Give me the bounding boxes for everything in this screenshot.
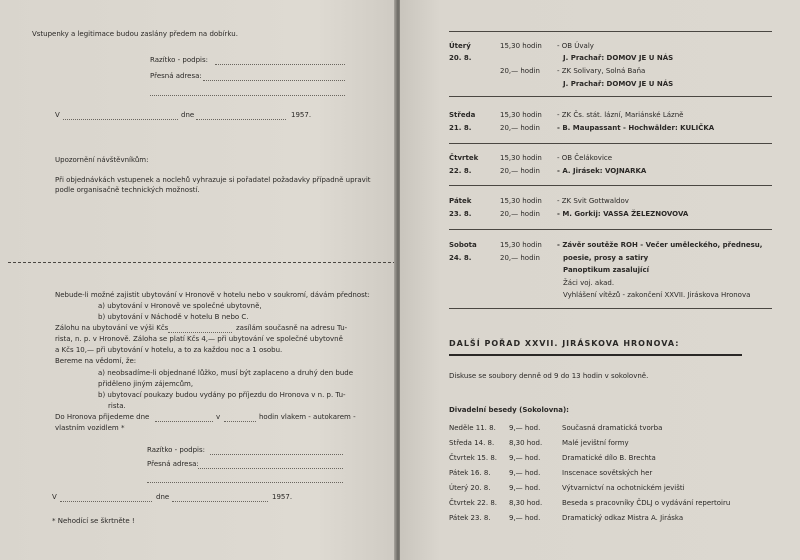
- address-line: [203, 80, 345, 81]
- beseda-day: Pátek 23. 8.: [449, 514, 491, 522]
- form-line: rista, n. p. v Hronově. Záloha se platí Kčs 4,— při ubytování ve společné ubytovně: [55, 335, 343, 343]
- beseda-time: 9,— hod.: [509, 514, 541, 522]
- date-year: 1957.: [272, 493, 293, 501]
- separator: [449, 143, 772, 144]
- separator: [449, 308, 772, 309]
- time: 20,— hodin: [500, 167, 540, 175]
- day-name: Pátek: [449, 197, 472, 205]
- date-v: V: [55, 111, 60, 119]
- day-name: Sobota: [449, 241, 477, 249]
- beseda-topic: Výtvarnictví na ochotnickém jevišti: [562, 484, 685, 492]
- stamp-label: Razítko - podpis:: [150, 56, 208, 64]
- day-date: 22. 8.: [449, 167, 472, 175]
- beseda-topic: Malé jevištní formy: [562, 439, 629, 447]
- performance: - ZK Svit Gottwaldov: [557, 197, 629, 205]
- further-program-title: DALŠÍ POŘAD XXVII. JIRÁSKOVA HRONOVA:: [449, 339, 680, 348]
- time: 15,30 hodin: [500, 42, 542, 50]
- notice-line: Při objednávkách vstupenek a noclehů vyhrazuje si pořadatel požadavky případně upravit: [55, 176, 371, 184]
- beseda-time: 9,— hod.: [509, 424, 541, 432]
- performance: - ZK Čs. stát. lázní, Mariánské Lázně: [557, 111, 684, 119]
- performance: - OB Čelákovice: [557, 154, 613, 162]
- date-line: [196, 119, 286, 120]
- date-dne: dne: [156, 493, 170, 501]
- time: 15,30 hodin: [500, 197, 542, 205]
- day-name: Úterý: [449, 42, 471, 50]
- cut-line: [8, 262, 396, 263]
- beseda-topic: Současná dramatická tvorba: [562, 424, 663, 432]
- performance: - ZK Solivary, Solná Baňa: [557, 67, 646, 75]
- beseda-time: 9,— hod.: [509, 469, 541, 477]
- time: 20,— hodin: [500, 124, 540, 132]
- date-year: 1957.: [291, 111, 312, 119]
- beseda-topic: Dramatický odkaz Mistra A. Jiráska: [562, 514, 684, 522]
- right-page: [400, 0, 800, 560]
- address-label: Přesná adresa:: [150, 72, 202, 80]
- performance: - OB Úvaly: [557, 42, 594, 50]
- beseda-day: Neděle 11. 8.: [449, 424, 496, 432]
- day-date: 24. 8.: [449, 254, 472, 262]
- intro-text: Vstupenky a legitimace budou zaslány předem na dobírku.: [32, 30, 238, 38]
- day-date: 21. 8.: [449, 124, 472, 132]
- beseda-day: Čtvrtek 22. 8.: [449, 499, 498, 507]
- time: 20,— hodin: [500, 210, 540, 218]
- form-line: Zálohu na ubytování ve výši Kčs: [55, 324, 169, 332]
- form-line: Nebude-li možné zajistit ubytování v Hronově v hotelu nebo v soukromí, dávám přednost:: [55, 291, 370, 299]
- beseda-time: 9,— hod.: [509, 454, 541, 462]
- date-place-line: [63, 119, 178, 120]
- performance: - Závěr soutěže ROH - Večer uměleckého, přednesu,: [557, 241, 763, 249]
- time: 15,30 hodin: [500, 154, 542, 162]
- stamp-line: [210, 454, 343, 455]
- time: 15,30 hodin: [500, 111, 542, 119]
- discussion-text: Diskuse se soubory denně od 9 do 13 hodin v sokolovně.: [449, 372, 649, 380]
- separator: [449, 31, 772, 32]
- beseda-time: 8,30 hod.: [509, 439, 543, 447]
- time: 20,— hodin: [500, 254, 540, 262]
- form-line: a Kčs 10,— při ubytování v hotelu, a to za každou noc a 1 osobu.: [55, 346, 283, 354]
- date-place-line: [60, 501, 152, 502]
- beseda-day: Pátek 16. 8.: [449, 469, 491, 477]
- form-line: hodin vlakem - autokarem -: [259, 413, 356, 421]
- title-rule: [449, 354, 742, 356]
- time: 15,30 hodin: [500, 241, 542, 249]
- stamp-line: [215, 64, 345, 65]
- performance: - A. Jirásek: VOJNARKA: [557, 167, 647, 175]
- notice-title: Upozornění návštěvníkům:: [55, 156, 149, 164]
- form-line: b) ubytovací poukazy budou vydány po příjezdu do Hronova v n. p. Tu-: [98, 391, 346, 399]
- address-line-2: [150, 95, 345, 96]
- form-line: přiděleno jiným zájemcům,: [98, 380, 194, 388]
- separator: [449, 185, 772, 186]
- left-page: [0, 0, 396, 560]
- day-name: Čtvrtek: [449, 154, 479, 162]
- form-line: rista.: [108, 402, 126, 410]
- form-line: Do Hronova přijedeme dne: [55, 413, 150, 421]
- time: 20,— hodin: [500, 67, 540, 75]
- address-line: [198, 468, 343, 469]
- beseda-day: Úterý 20. 8.: [449, 484, 491, 492]
- beseda-time: 9,— hod.: [509, 484, 541, 492]
- beseda-day: Středa 14. 8.: [449, 439, 495, 447]
- deposit-line: [168, 332, 232, 333]
- performance: - B. Maupassant - Hochwälder: KULIČKA: [557, 124, 715, 132]
- day-date: 20. 8.: [449, 54, 472, 62]
- performance: - M. Gorkij: VASSA ŽELEZNOVOVA: [557, 210, 689, 218]
- performance: Panoptikum zasalující: [563, 266, 650, 274]
- beseda-topic: Dramatické dílo B. Brechta: [562, 454, 656, 462]
- date-line: [172, 501, 268, 502]
- separator: [449, 229, 772, 230]
- form-line: Bereme na vědomí, že:: [55, 357, 137, 365]
- day-name: Středa: [449, 111, 476, 119]
- arrival-date-line: [155, 421, 213, 422]
- performance: J. Prachař: DOMOV JE U NÁS: [563, 80, 674, 88]
- separator: [449, 96, 772, 97]
- performance: Žáci voj. akad.: [563, 279, 615, 287]
- date-v: V: [52, 493, 57, 501]
- arrival-time-line: [224, 421, 256, 422]
- beseda-time: 8,30 hod.: [509, 499, 543, 507]
- day-date: 23. 8.: [449, 210, 472, 218]
- form-line: b) ubytování v Náchodě v hotelu B nebo C.: [98, 313, 249, 321]
- beseda-topic: Inscenace sovětských her: [562, 469, 653, 477]
- beseda-day: Čtvrtek 15. 8.: [449, 454, 498, 462]
- stamp-label: Razítko - podpis:: [147, 446, 205, 454]
- footnote: * Nehodící se škrtněte !: [52, 517, 135, 525]
- form-line: zasílám současně na adresu Tu-: [236, 324, 348, 332]
- address-label: Přesná adresa:: [147, 460, 199, 468]
- form-line: a) ubytování v Hronově ve společné ubytovně,: [98, 302, 262, 310]
- form-line: v: [216, 413, 221, 421]
- performance: poesie, prosy a satiry: [563, 254, 649, 262]
- performance: J. Prachař: DOMOV JE U NÁS: [563, 54, 674, 62]
- notice-line: podle organisačně technických možností.: [55, 186, 200, 194]
- form-line: a) neobsadíme-li objednané lůžko, musí být zaplaceno a druhý den bude: [98, 369, 354, 377]
- form-line: vlastním vozidlem *: [55, 424, 125, 432]
- address-line-2: [147, 482, 343, 483]
- date-dne: dne: [181, 111, 195, 119]
- beseda-topic: Beseda s pracovníky ČDLJ o vydávání repertoiru: [562, 499, 731, 507]
- besedy-title: Divadelní besedy (Sokolovna):: [449, 406, 569, 414]
- performance: Vyhlášení vítězů - zakončení XXVII. Jiráskova Hronova: [563, 291, 751, 299]
